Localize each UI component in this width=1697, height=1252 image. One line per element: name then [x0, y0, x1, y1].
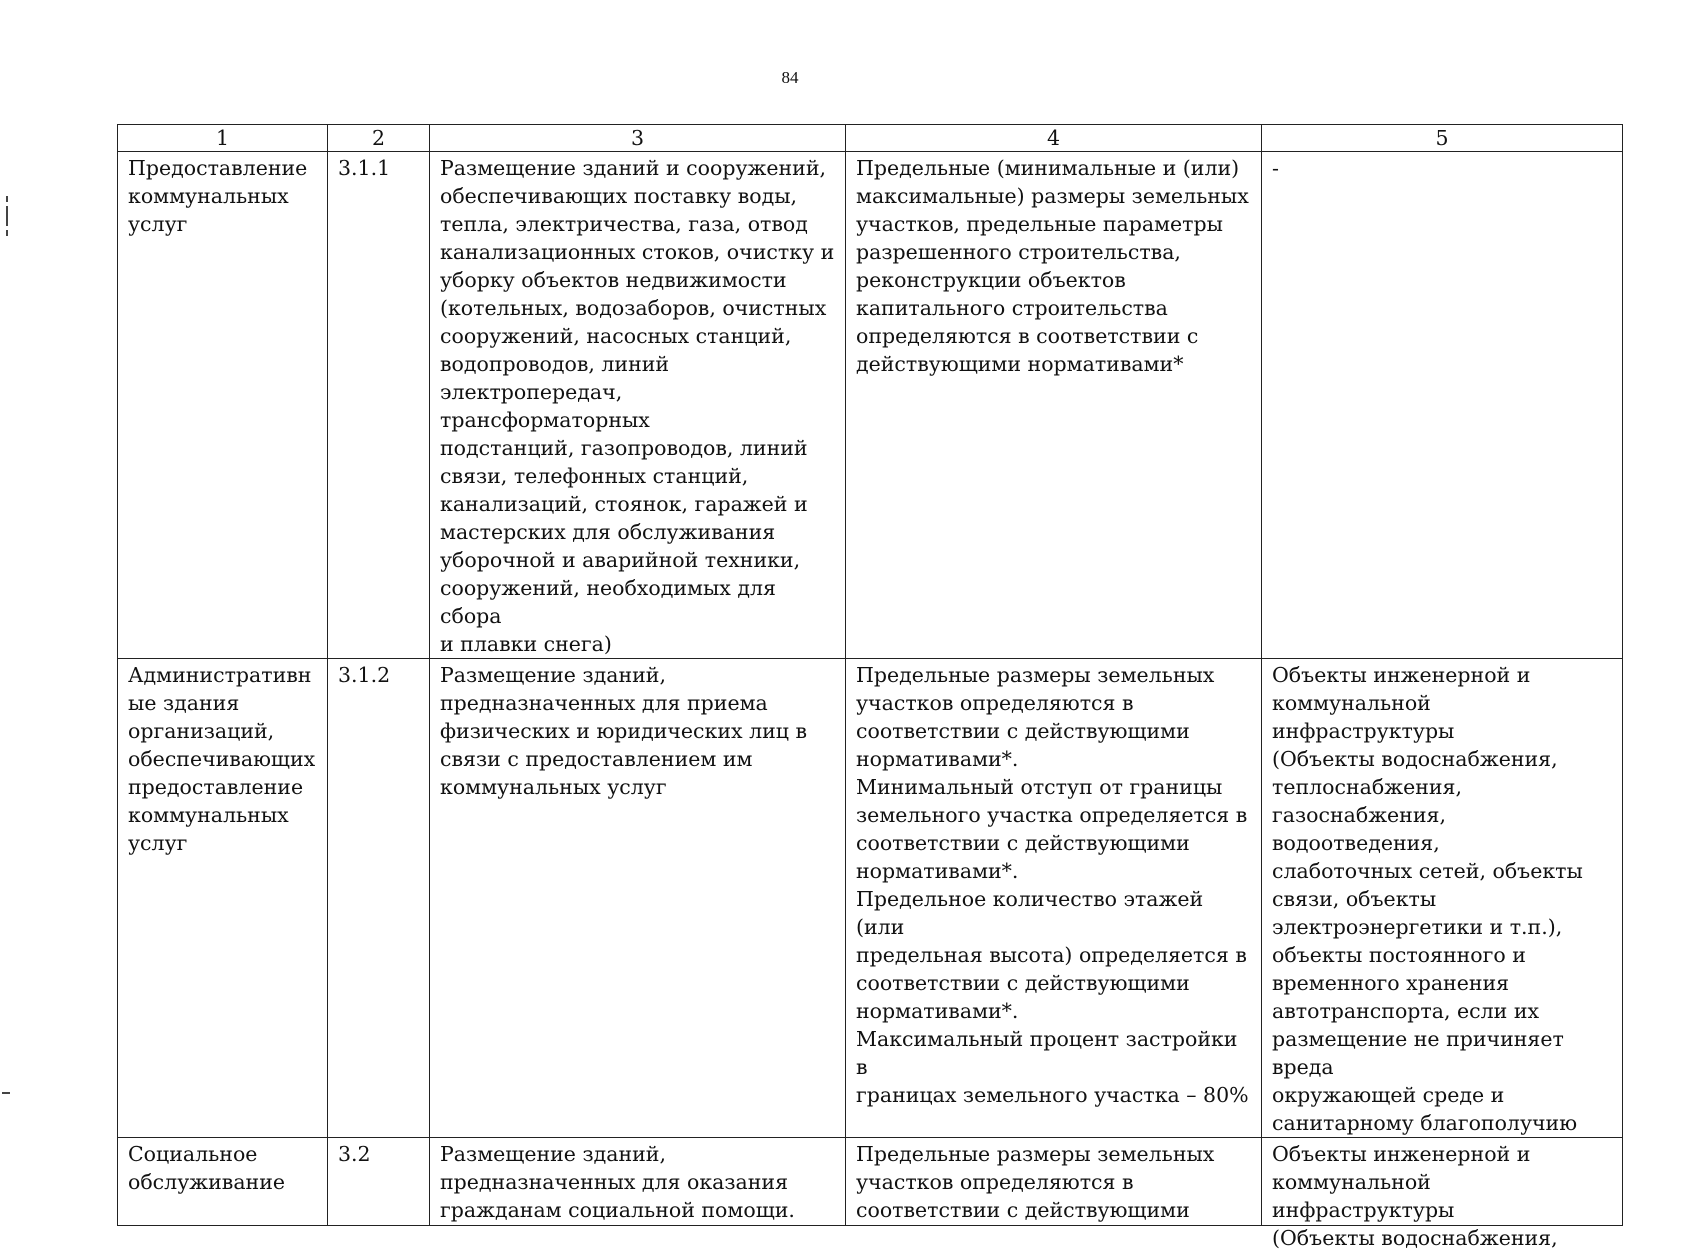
parameters-cell: Предельные (минимальные и (или) максимальные) размеры земельных участков, предельные параметры разрешенного строительства, реконструкции объектов капитального строительства определяются в соответствии с действующими нормативами* [846, 152, 1262, 659]
scan-edge-mark [2, 1092, 10, 1094]
auxiliary-uses-cell: Объекты инженерной и коммунальной инфраструктуры (Объекты водоснабжения, теплоснабжения, газоснабжения, водоотведения, слаботочных сетей, объекты связи, объекты электроэнергетики и т.п.), объекты постоянного и временного хранения автотранспорта, если их размещение не причиняет вреда окружающей среде и санитарному благополучию [1262, 659, 1623, 1138]
use-name-cell: Административн ые здания организаций, обеспечивающих предоставление коммунальных услуг [118, 659, 328, 1138]
use-name-cell: Социальное обслуживание [128, 1142, 285, 1194]
scan-edge-mark [6, 196, 8, 202]
use-description-cell: Размещение зданий, предназначенных для приема физических и юридических лиц в связи с предоставлением им коммунальных услуг [430, 659, 846, 1138]
table-header-row [118, 125, 1623, 152]
column-header-2: 2 [328, 125, 430, 152]
table-row [118, 1138, 1623, 1226]
auxiliary-uses-cell: - [1262, 152, 1623, 659]
parameters-cell: Предельные размеры земельных участков определяются в соответствии с действующими [856, 1142, 1215, 1222]
regulation-table [117, 124, 1623, 1250]
column-header-5: 5 [1262, 125, 1623, 152]
table-row [118, 659, 1623, 1138]
parameters-cell: Предельные размеры земельных участков определяются в соответствии с действующими нормативами*. Минимальный отступ от границы земельного участка определяется в соответствии с действующими нормативами*. Предельное количество этажей (или предельная высота) определяется в соответствии с действующими нормативами*. Максимальный процент застройки в границах земельного участка – 80% [846, 659, 1262, 1138]
column-header-3: 3 [430, 125, 846, 152]
use-name-cell: Предоставление коммунальных услуг [118, 152, 328, 659]
scan-edge-mark [6, 230, 8, 236]
use-code-cell: 3.1.2 [328, 659, 430, 1138]
table-row [118, 152, 1623, 659]
scan-edge-mark [6, 206, 8, 226]
column-header-4: 4 [846, 125, 1262, 152]
use-code-cell: 3.1.1 [328, 152, 430, 659]
page-number: 84 [781, 68, 799, 87]
auxiliary-uses-cell: Объекты инженерной и коммунальной инфраструктуры (Объекты водоснабжения, [1272, 1142, 1558, 1250]
use-description-cell: Размещение зданий, предназначенных для оказания гражданам социальной помощи. [440, 1142, 795, 1222]
column-header-1: 1 [118, 125, 328, 152]
use-code-cell: 3.2 [338, 1142, 371, 1166]
use-description-cell: Размещение зданий и сооружений, обеспечивающих поставку воды, тепла, электричества, газа, отвод канализационных стоков, очистку и уборку объектов недвижимости (котельных, водозаборов, очистных сооружений, насосных станций, водопроводов, линий электропередач, трансформаторных подстанций, газопроводов, линий связи, телефонных станций, канализаций, стоянок, гаражей и мастерских для обслуживания уборочной и аварийной техники, сооружений, необходимых для сбора и плавки снега) [430, 152, 846, 659]
